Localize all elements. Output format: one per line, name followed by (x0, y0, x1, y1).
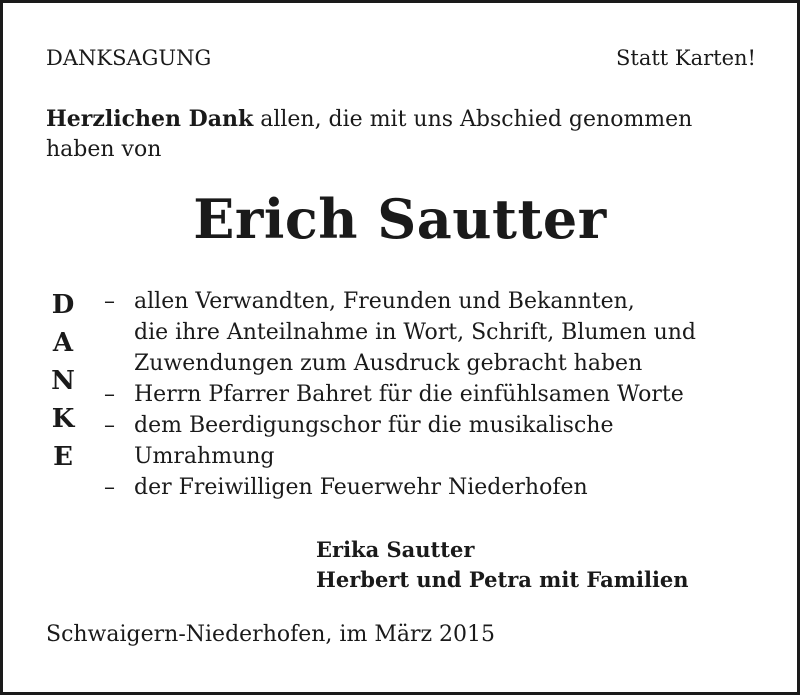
thanks-line: die ihre Anteilnahme in Wort, Schrift, Blumen und (134, 320, 697, 345)
intro-text (46, 104, 692, 165)
thanks-item (104, 410, 613, 472)
danke-letter: K (51, 404, 75, 434)
intro-rest: allen, die mit uns Abschied genommen (253, 107, 693, 132)
deceased-name: Erich Sautter (193, 187, 607, 251)
danke-letter: D (51, 290, 75, 320)
header-note: Statt Karten! (616, 46, 756, 70)
thanks-item (104, 286, 696, 379)
thanks-line: dem Beerdigungschor für die musikalische (134, 413, 614, 438)
dash: – (104, 413, 115, 438)
header-title: DANKSAGUNG (46, 46, 212, 70)
dash: – (104, 289, 115, 314)
intro-line2: haben von (46, 137, 162, 162)
intro-bold: Herzlichen Dank (46, 106, 254, 132)
thanks-line: Herrn Pfarrer Bahret für die einfühlsamen Worte (134, 382, 684, 407)
thanks-line: Zuwendungen zum Ausdruck gebracht haben (134, 351, 643, 376)
signature-family: Herbert und Petra mit Familien (316, 567, 689, 592)
thanks-line: allen Verwandten, Freunden und Bekannten, (134, 289, 635, 314)
danke-vertical (44, 286, 82, 476)
danke-letter: E (53, 442, 73, 472)
dash: – (104, 475, 115, 500)
signature-name: Erika Sautter (316, 537, 475, 562)
danke-letter: N (51, 366, 75, 396)
thanks-item (104, 379, 684, 410)
thanks-item (104, 472, 588, 503)
danke-letter: A (52, 328, 74, 358)
dash: – (104, 382, 115, 407)
thanks-line: der Freiwilligen Feuerwehr Niederhofen (134, 475, 588, 500)
thanks-line: Umrahmung (134, 444, 275, 469)
place-date: Schwaigern-Niederhofen, im März 2015 (46, 622, 496, 647)
